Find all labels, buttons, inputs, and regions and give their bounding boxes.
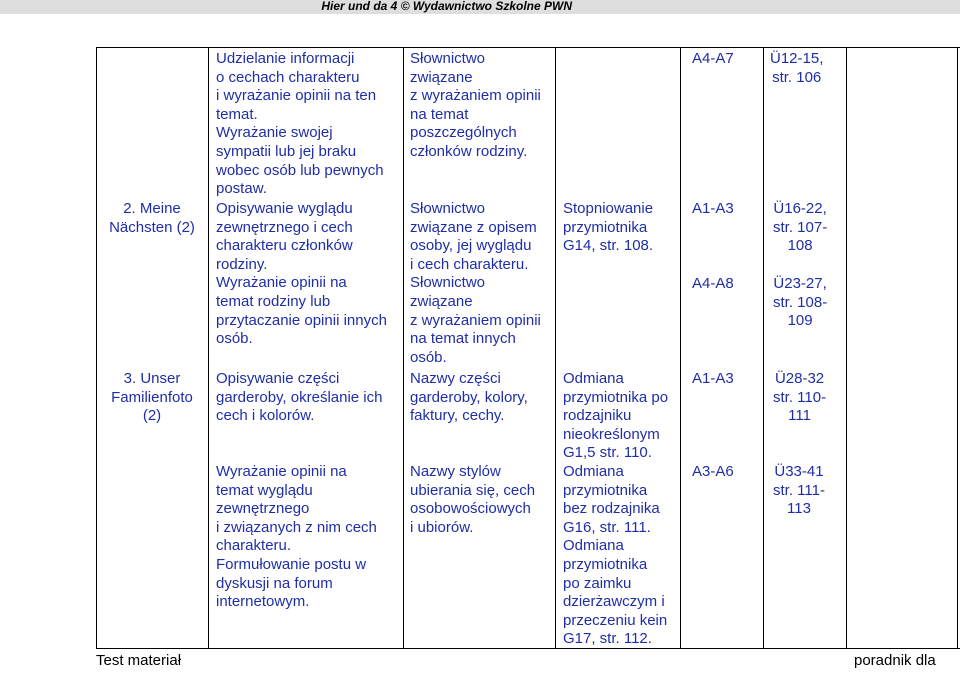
footer-right-text: poradnik dla (854, 652, 936, 669)
row1-code-0: A1-A3 (692, 200, 734, 217)
col-border-5 (763, 47, 764, 649)
row3-grammar: Odmiana przymiotnika bez rodzajnika G16, str. 111. Odmiana przymiotnika po zaimku dzierżawczym i przeczeniu kein G17, str. 112. (563, 463, 668, 648)
row1-exercises-0: Ü16-22, str. 107- 108 (773, 200, 828, 255)
row0-vocabulary: Słownictwo związane z wyrażaniem opinii na temat poszczególnych członków rodziny. (410, 50, 541, 160)
row2-functions: Opisywanie części garderoby, określanie ich cech i kolorów. (216, 370, 383, 425)
row1-exercises-1: Ü23-27, str. 108- 109 (773, 275, 828, 330)
row3-functions: Wyrażanie opinii na temat wyglądu zewnętrznego i związanych z nim cech charakteru. Formułowanie postu w dyskusji na forum internetowym. (216, 463, 377, 611)
col-border-0 (96, 47, 97, 649)
page-header-bar (0, 0, 960, 14)
col-border-3 (555, 47, 556, 649)
row1-vocabulary: Słownictwo związane z opisem osoby, jej wyglądu i cech charakteru. Słownictwo związane z wyrażaniem opinii na temat innych osób. (410, 200, 541, 366)
row1-grammar: Stopniowanie przymiotnika G14, str. 108. (563, 200, 654, 255)
row2-grammar: Odmiana przymiotnika po rodzajniku nieokreślonym G1,5 str. 110. (563, 370, 669, 462)
col-border-7 (957, 47, 958, 649)
col-border-4 (680, 47, 681, 649)
row0-functions: Udzielanie informacji o cechach charakteru i wyrażanie opinii na ten temat. Wyrażanie swojej sympatii lub jej braku wobec osób lub pewnych postaw. (216, 50, 384, 198)
row0-exercises-0: Ü12-15, str. 106 (770, 50, 824, 86)
row0-code-0: A4-A7 (692, 50, 734, 67)
row1-unit: 2. Meine Nächsten (2) (109, 200, 195, 236)
table-bottom-border (96, 648, 960, 649)
row3-vocabulary: Nazwy stylów ubierania się, cech osobowościowych i ubiorów. (410, 463, 536, 536)
col-border-6 (846, 47, 847, 649)
row1-code-1: A4-A8 (692, 275, 734, 292)
row1-functions: Opisywanie wyglądu zewnętrznego i cech charakteru członków rodziny. Wyrażanie opinii na temat rodziny lub przytaczanie opinii innych osób. (216, 200, 387, 348)
row3-code-0: A3-A6 (692, 463, 734, 480)
col-border-1 (208, 47, 209, 649)
row2-code-0: A1-A3 (692, 370, 734, 387)
row2-exercises-0: Ü28-32 str. 110- 111 (773, 370, 827, 425)
footer-left-text: Test materiał (96, 652, 182, 669)
page-header-text: Hier und da 4 © Wydawnictwo Szkolne PWN (321, 0, 572, 13)
row2-vocabulary: Nazwy części garderoby, kolory, faktury, cechy. (410, 370, 528, 425)
row2-unit: 3. Unser Familienfoto (2) (111, 370, 193, 425)
table-top-border (96, 47, 960, 48)
col-border-2 (403, 47, 404, 649)
row3-exercises-0: Ü33-41 str. 111- 113 (773, 463, 825, 518)
